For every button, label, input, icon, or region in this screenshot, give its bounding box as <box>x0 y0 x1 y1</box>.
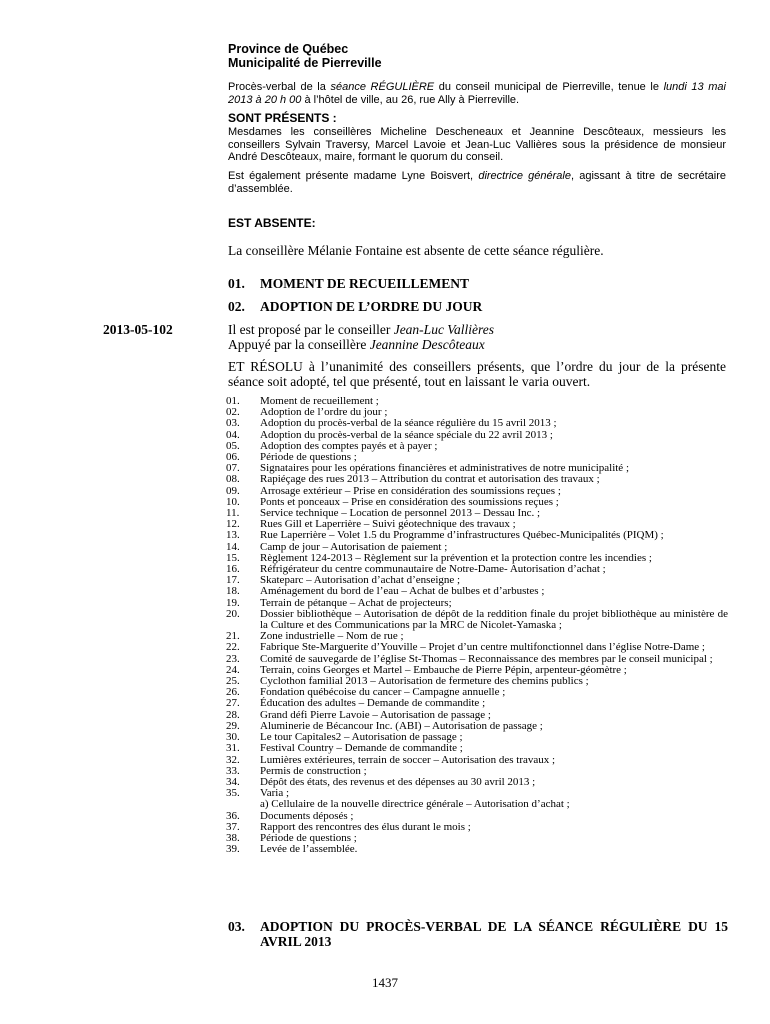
resolved-paragraph: ET RÉSOLU à l’unanimité des conseillers présents, que l’ordre du jour de la présente séance soit adopté, tel que présenté, tout en laissant le varia ouvert. <box>228 359 726 389</box>
agenda-item-text: Période de questions ; <box>260 831 357 844</box>
agenda-item-number: 36. <box>226 809 240 822</box>
agenda-item-text: Règlement 124-2013 – Règlement sur la prévention et la protection contre les incendies ; <box>260 551 652 564</box>
agenda-item-number: 14. <box>226 540 240 553</box>
agenda-item-number: 05. <box>226 439 240 452</box>
agenda-item-number: 32. <box>226 753 240 766</box>
agenda-item-text: Fondation québécoise du cancer – Campagne annuelle ; <box>260 686 506 699</box>
agenda-item-text: Rapiéçage des rues 2013 – Attribution du contrat et autorisation des travaux ; <box>260 473 600 486</box>
agenda-item-number: 11. <box>226 507 240 520</box>
agenda-item-text: Varia ; <box>260 787 290 800</box>
agenda-item-number: 16. <box>226 563 240 576</box>
agenda-item-text: Signataires pour les opérations financières et administratives de notre municipalité ; <box>260 462 629 475</box>
agenda-item-number: 12. <box>226 518 240 531</box>
agenda-item-text: Service technique – Location de personnel 2013 – Dessau Inc. ; <box>260 507 541 520</box>
also-present-paragraph <box>228 170 726 195</box>
section-02-title: ADOPTION DE L’ORDRE DU JOUR <box>260 299 483 314</box>
section-03-title: ADOPTION DU PROCÈS-VERBAL DE LA SÉANCE RÉGULIÈRE DU 15 AVRIL 2013 <box>260 919 728 949</box>
proposed-name: Jean-Luc Vallières <box>393 322 495 337</box>
agenda-item-text: Permis de construction ; <box>260 764 367 777</box>
agenda-item-text: Ponts et ponceaux – Prise en considération des soumissions reçues ; <box>260 495 559 508</box>
agenda-item-number: 22. <box>226 641 240 654</box>
agenda-item-text: Rue Laperrière – Volet 1.5 du Programme d’infrastructures Québec-Municipalités (PIQM) ; <box>260 529 664 542</box>
agenda-item-text: Adoption du procès-verbal de la séance spéciale du 22 avril 2013 ; <box>260 428 553 441</box>
agenda-item-number: 13. <box>226 529 240 542</box>
agenda-item-number: 30. <box>226 731 240 744</box>
agenda-item-text: Moment de recueillement ; <box>260 395 379 407</box>
agenda-item-text: Camp de jour – Autorisation de paiement ; <box>260 540 448 553</box>
agenda-item-number: 29. <box>226 719 240 732</box>
section-03-heading <box>228 919 728 949</box>
agenda-item-number: 28. <box>226 708 240 721</box>
agenda-item-text: a) Cellulaire de la nouvelle directrice générale – Autorisation d’achat ; <box>260 798 570 811</box>
agenda-item-number: 17. <box>226 574 240 587</box>
section-02-heading <box>228 299 726 314</box>
agenda-item-number: 10. <box>226 495 240 508</box>
agenda-item-text: Période de questions ; <box>260 451 357 464</box>
directrice-role: directrice générale <box>478 170 571 182</box>
agenda-item-number <box>226 799 260 810</box>
seconded-name: Jeannine Descôteaux <box>369 337 485 352</box>
presents-paragraph: Mesdames les conseillères Micheline Descheneaux et Jeannine Descôteaux, messieurs les conseillers Sylvain Traversy, Marcel Lavoie et Jean-Luc Vallières sous la présidence de monsieur André Descôteaux, maire, formant le quorum du conseil. <box>228 126 726 163</box>
agenda-item-text: Grand défi Pierre Lavoie – Autorisation de passage ; <box>260 708 491 721</box>
section-01-title: MOMENT DE RECUEILLEMENT <box>260 276 470 291</box>
section-01-number: 01. <box>228 276 245 291</box>
province-heading: Province de Québec <box>228 42 349 56</box>
proposed-text: Il est proposé par le conseiller <box>228 322 394 337</box>
agenda-list <box>226 396 728 855</box>
intro-text-2: du conseil municipal de Pierreville, tenue le <box>434 81 664 93</box>
section-02-number: 02. <box>228 299 245 314</box>
agenda-item-number: 34. <box>226 775 240 788</box>
agenda-item-text: Skateparc – Autorisation d’achat d’enseigne ; <box>260 574 461 587</box>
agenda-item-text: Terrain de pétanque – Achat de projecteurs; <box>260 596 452 609</box>
agenda-item-text: Adoption des comptes payés et à payer ; <box>260 439 438 452</box>
seconded-text: Appuyé par la conseillère <box>228 337 370 352</box>
agenda-item <box>226 474 728 485</box>
agenda-item <box>226 418 728 429</box>
agenda-item-number: 37. <box>226 820 240 833</box>
agenda-item-number: 24. <box>226 663 240 676</box>
agenda-item-number: 31. <box>226 742 240 755</box>
agenda-item-number: 23. <box>226 652 240 665</box>
presents-title: SONT PRÉSENTS : <box>228 111 337 125</box>
agenda-item-number: 39. <box>226 843 240 856</box>
agenda-item-text: Terrain, coins Georges et Martel – Embauche de Pierre Pépin, arpenteur-géomètre ; <box>260 663 627 676</box>
agenda-item <box>226 844 728 855</box>
agenda-item-number: 19. <box>226 596 240 609</box>
agenda-item-number: 35. <box>226 787 240 800</box>
agenda-item-number: 15. <box>226 551 240 564</box>
section-03-number: 03. <box>228 919 245 934</box>
agenda-item-number: 27. <box>226 697 240 710</box>
agenda-item-number: 03. <box>226 417 240 430</box>
agenda-item-text: Fabrique Ste-Marguerite d’Youville – Projet d’un centre multifonctionnel dans l’église Notre-Dame ; <box>260 641 705 654</box>
page-number: 1437 <box>372 975 398 990</box>
agenda-item-text: Aménagement du bord de l’eau – Achat de bulbes et d’arbustes ; <box>260 585 545 598</box>
agenda-item-number: 07. <box>226 462 240 475</box>
agenda-item-text: Éducation des adultes – Demande de commandite ; <box>260 697 486 710</box>
agenda-item <box>226 799 728 810</box>
agenda-item-number: 33. <box>226 764 240 777</box>
agenda-item-number: 04. <box>226 428 240 441</box>
also-present-text-2: , agissant à titre de secrétaire d’assemblée. <box>228 170 726 195</box>
seconded-line <box>228 337 726 352</box>
agenda-item <box>226 586 728 597</box>
agenda-item-number: 08. <box>226 473 240 486</box>
agenda-item-number: 25. <box>226 675 240 688</box>
agenda-item-number: 26. <box>226 686 240 699</box>
agenda-item-text: Levée de l’assemblée. <box>260 843 358 856</box>
agenda-item-text: Arrosage extérieur – Prise en considération des soumissions reçues ; <box>260 484 561 497</box>
agenda-item-text: Réfrigérateur du centre communautaire de Notre-Dame- Autorisation d’achat ; <box>260 563 606 576</box>
municipality-heading: Municipalité de Pierreville <box>228 56 382 70</box>
agenda-item <box>226 642 728 653</box>
agenda-item-number: 01. <box>226 395 240 407</box>
agenda-item-text: Aluminerie de Bécancour Inc. (ABI) – Autorisation de passage ; <box>260 719 543 732</box>
agenda-item-number: 38. <box>226 831 240 844</box>
intro-text-3: à l’hôtel de ville, au 26, rue Ally à Pierreville. <box>301 93 520 106</box>
agenda-item <box>226 698 728 709</box>
agenda-item-text: Cyclothon familial 2013 – Autorisation de fermeture des chemins publics ; <box>260 675 589 688</box>
agenda-item <box>226 743 728 754</box>
resolution-number: 2013-05-102 <box>103 322 173 337</box>
agenda-item-text: Le tour Capitales2 – Autorisation de passage ; <box>260 731 463 744</box>
intro-text-1: Procès-verbal de la <box>228 81 331 93</box>
agenda-item <box>226 777 728 788</box>
absent-paragraph: La conseillère Mélanie Fontaine est absente de cette séance régulière. <box>228 243 604 258</box>
also-present-text-1: Est également présente madame Lyne Boisvert, <box>228 170 479 182</box>
intro-paragraph <box>228 81 726 106</box>
agenda-item-text: Documents déposés ; <box>260 809 354 822</box>
agenda-item-text: Dépôt des états, des revenus et des dépenses au 30 avril 2013 ; <box>260 775 536 788</box>
agenda-item <box>226 609 728 631</box>
agenda-item-text: Zone industrielle – Nom de rue ; <box>260 630 404 643</box>
agenda-item-number: 21. <box>226 630 240 643</box>
agenda-item-text: Comité de sauvegarde de l’église St-Thomas – Reconnaissance des membres par le conseil municipal ; <box>260 652 713 665</box>
agenda-item-number: 09. <box>226 484 240 497</box>
agenda-item-number: 02. <box>226 406 240 419</box>
agenda-item <box>226 530 728 541</box>
agenda-item-number: 06. <box>226 451 240 464</box>
proposed-line <box>228 322 726 337</box>
agenda-item-text: Rues Gill et Laperrière – Suivi géotechnique des travaux ; <box>260 518 516 531</box>
section-01-heading <box>228 276 726 291</box>
agenda-item-text: Dossier bibliothèque – Autorisation de dépôt de la reddition finale du projet bibliothèque au ministère de la Culture et des Communications par la MRC de Nicolet-Yamaska ; <box>260 607 728 632</box>
agenda-item-number: 18. <box>226 585 240 598</box>
agenda-item-text: Festival Country – Demande de commandite ; <box>260 742 463 755</box>
agenda-item-text: Rapport des rencontres des élus durant le mois ; <box>260 820 471 833</box>
agenda-item-text: Lumières extérieures, terrain de soccer – Autorisation des travaux ; <box>260 753 556 766</box>
agenda-item-text: Adoption de l’ordre du jour ; <box>260 406 388 419</box>
absent-title: EST ABSENTE: <box>228 216 316 230</box>
agenda-item-number: 20. <box>226 607 240 620</box>
seance-type: séance RÉGULIÈRE <box>330 81 435 93</box>
agenda-item-text: Adoption du procès-verbal de la séance régulière du 15 avril 2013 ; <box>260 417 557 430</box>
meeting-date-time: lundi 13 mai 2013 à 20 h 00 <box>228 81 726 106</box>
